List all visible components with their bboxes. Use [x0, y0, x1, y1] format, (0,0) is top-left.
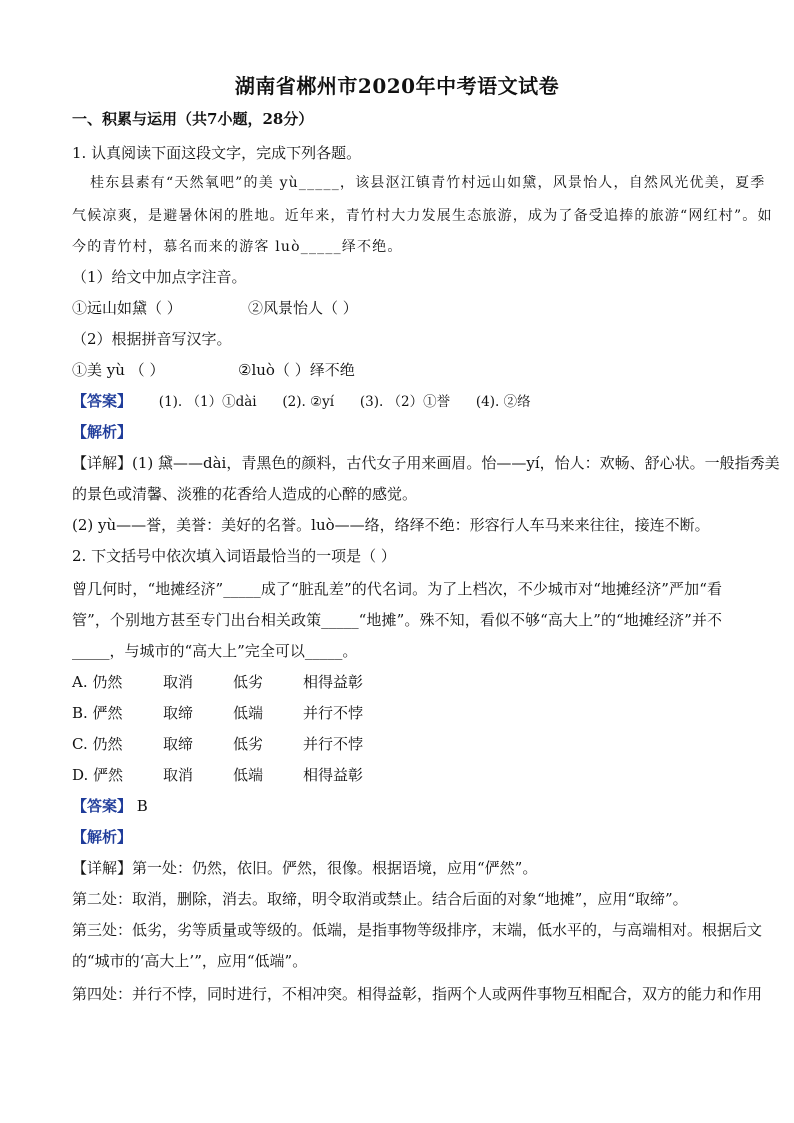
- q2-option-b-label: B. 俨然: [72, 704, 123, 722]
- q1-detail-line-3: (2) yù——誉，美誉：美好的名誉。luò——络，络绎不绝：形容行人车马来来往往，接连不断。: [72, 516, 710, 534]
- q2-option-a-word3: 低劣: [233, 673, 264, 691]
- q2-answer-text: B: [136, 797, 148, 815]
- q1-sub1-item-b: ②风景怡人（ ）: [248, 299, 358, 317]
- q2-option-d-word4: 相得益彰: [303, 766, 364, 784]
- q1-stem: 1. 认真阅读下面这段文字，完成下列各题。: [72, 144, 362, 162]
- q2-option-c-label: C. 仍然: [72, 735, 123, 753]
- q1-detail-line-1: 【详解】(1) 黛——dài，青黑色的颜料，古代女子用来画眉。怡——yí，怡人：欢畅、舒心状。一般指秀美: [72, 454, 780, 472]
- q2-option-b-word4: 并行不悖: [303, 704, 364, 722]
- q2-option-b-word2: 取缔: [163, 704, 194, 722]
- q1-sub2-item-a: ①美 yù （ ）: [72, 361, 165, 379]
- q1-sub2-prompt: （2）根据拼音写汉字。: [72, 330, 232, 348]
- q2-answer-tag: 【答案】: [72, 797, 133, 815]
- q2-option-d-word2: 取消: [163, 766, 194, 784]
- q2-answer-row: [72, 795, 148, 816]
- q2-option-a-label: A. 仍然: [72, 673, 123, 691]
- q1-sub1-prompt: （1）给文中加点字注音。: [72, 268, 247, 286]
- q2-detail-line-2: 第二处：取消，删除，消去。取缔，明令取消或禁止。结合后面的对象“地摊”，应用“取缔”。: [72, 890, 688, 908]
- q2-stem: 2. 下文括号中依次填入词语最恰当的一项是（ ）: [72, 547, 396, 565]
- q1-sub1-item-a: ①远山如黛（ ）: [72, 299, 182, 317]
- q2-text-line-1: 曾几何时，“地摊经济”_____成了“脏乱差”的代名词。为了上档次，不少城市对“地摊经济”严加“看: [72, 580, 722, 598]
- q2-detail-line-4: 的“城市的‘高大上’”，应用“低端”。: [72, 952, 308, 970]
- q1-passage-line-3: 今的青竹村，慕名而来的游客 luò_____绎不绝。: [72, 239, 403, 255]
- q2-option-d-label: D. 俨然: [72, 766, 124, 784]
- q1-analysis-tag: 【解析】: [72, 423, 133, 441]
- q2-option-c-word3: 低劣: [233, 735, 264, 753]
- q1-answer-tag: 【答案】: [72, 392, 133, 410]
- q1-answer-text: (1). （1）①dài (2). ②yí (3). （2）①誉 (4). ②络: [158, 394, 531, 410]
- q2-detail-line-5: 第四处：并行不悖，同时进行，不相冲突。相得益彰，指两个人或两件事物互相配合，双方的能力和作用: [72, 985, 763, 1003]
- q2-option-a-word2: 取消: [163, 673, 194, 691]
- q1-passage-line-2: 气候凉爽，是避暑休闲的胜地。近年来，青竹村大力发展生态旅游，成为了备受追捧的旅游“网红村”。如: [72, 208, 773, 224]
- q1-answer-row: [72, 390, 531, 411]
- q1-detail-line-2: 的景色或清馨、淡雅的花香给人造成的心醉的感觉。: [72, 485, 418, 503]
- q2-text-line-2: 管”，个别地方甚至专门出台相关政策_____“地摊”。殊不知，看似不够“高大上”的“地摊经济”并不: [72, 611, 722, 629]
- q2-option-c-word2: 取缔: [163, 735, 194, 753]
- q2-option-c-word4: 并行不悖: [303, 735, 364, 753]
- q2-detail-line-1: 【详解】第一处：仍然，依旧。俨然，很像。根据语境，应用“俨然”。: [72, 859, 538, 877]
- q2-option-d-word3: 低端: [233, 766, 264, 784]
- q2-detail-line-3: 第三处：低劣，劣等质量或等级的。低端，是指事物等级排序，末端，低水平的，与高端相对。根据后文: [72, 921, 763, 939]
- q2-option-b-word3: 低端: [233, 704, 264, 722]
- q1-sub2-item-b: ②luò（ ）绎不绝: [238, 361, 355, 379]
- q2-analysis-tag: 【解析】: [72, 828, 133, 846]
- section-heading: 一、积累与运用（共7小题，28分）: [72, 110, 314, 128]
- q2-text-line-3: _____，与城市的“高大上”完全可以_____。: [72, 642, 358, 660]
- q2-option-a-word4: 相得益彰: [303, 673, 364, 691]
- page-title: 湖南省郴州市2020年中考语文试卷: [234, 74, 560, 98]
- q1-passage-line-1: 桂东县素有“天然氧吧”的美 yù_____，该县沤江镇青竹村远山如黛，风景怡人，自然风光优美，夏季: [90, 175, 766, 191]
